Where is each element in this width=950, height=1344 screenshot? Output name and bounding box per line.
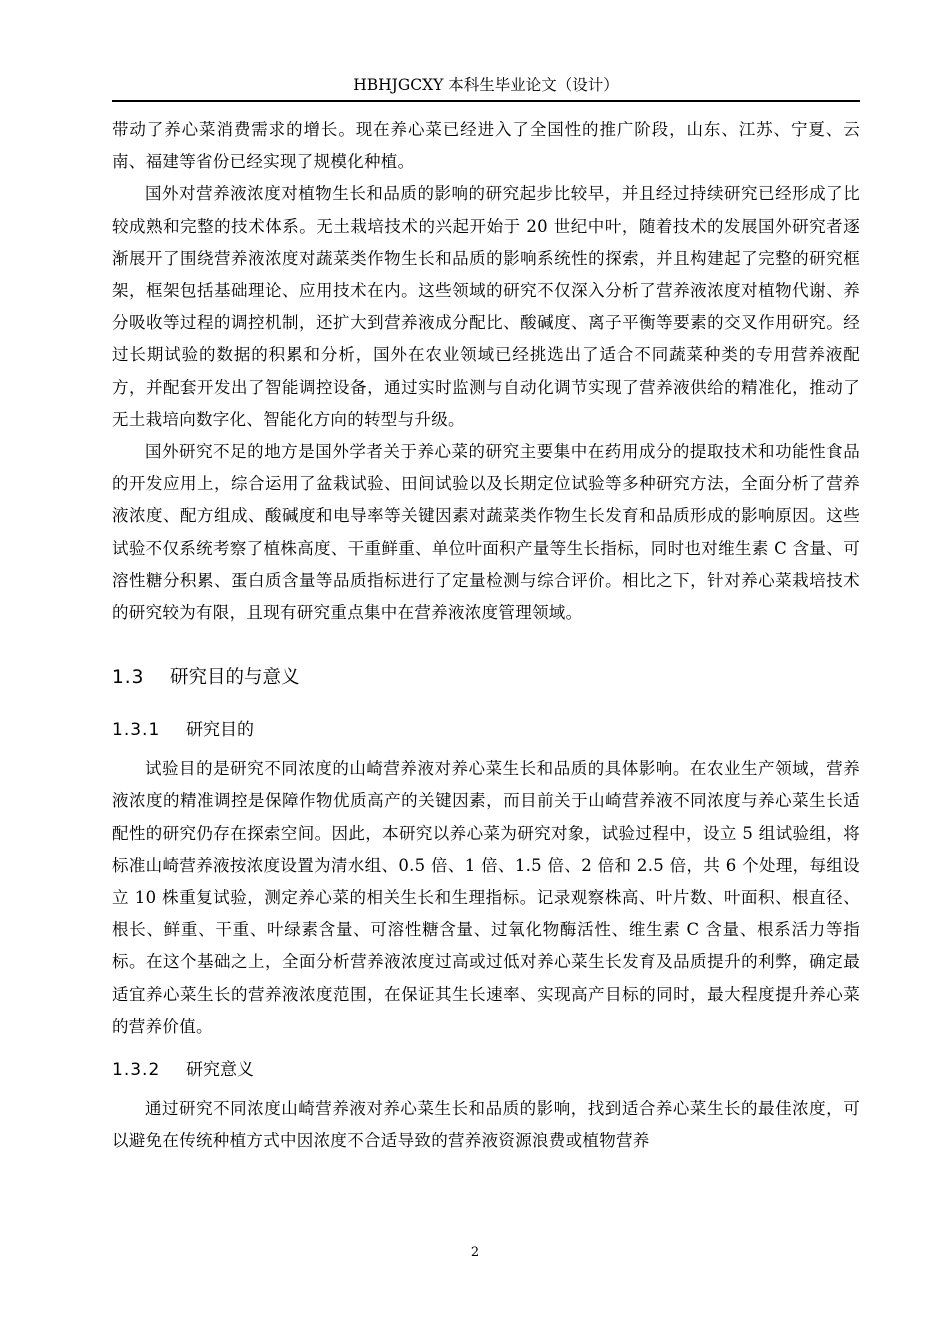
paragraph-research-purpose: 试验目的是研究不同浓度的山崎营养液对养心菜生长和品质的具体影响。在农业生产领域，营养液浓度的精准调控是保障作物优质高产的关键因素，而目前关于山崎营养液不同浓度与养心菜生长适配性的研究仍存在探索空间。因此，本研究以养心菜为研究对象，试验过程中，设立 5 组试验组，将标准山崎营养液按浓度设置为清水组、0.5 倍、1 倍、1.5 倍、2 倍和 2.5 倍，共 6 个处理，每组设立 10 株重复试验，测定养心菜的相关生长和生理指标。记录观察株高、叶片数、叶面积、根直径、根长、鲜重、干重、叶绿素含量、可溶性糖含量、过氧化物酶活性、维生素 C 含量、根系活力等指标。在这个基础之上，全面分析营养液浓度过高或过低对养心菜生长发育及品质提升的利弊，确定最适宜养心菜生长的营养液浓度范围，在保证其生长速率、实现高产目标的同时，最大程度提升养心菜的营养价值。 [112,759,860,1036]
running-header: HBHJGCXY 本科生毕业论文（设计） [353,76,619,94]
section-title: 研究目的与意义 [170,667,300,689]
page-body [112,114,860,1157]
subsection-number: 1.3.2 [112,1060,161,1081]
subsection-title: 研究目的 [186,720,254,741]
header-rule [112,100,860,102]
paragraph-foreign-research: 国外对营养液浓度对植物生长和品质的影响的研究起步比较早，并且经过持续研究已经形成了比较成熟和完整的技术体系。无土栽培技术的兴起开始于 20 世纪中叶，随着技术的发展国外研究者逐渐展开了围绕营养液浓度对蔬菜类作物生长和品质的影响系统性的探索，并且构建起了完整的研究框架，框架包括基础理论、应用技术在内。这些领域的研究不仅深入分析了营养液浓度对植物代谢、养分吸收等过程的调控机制，还扩大到营养液成分配比、酸碱度、离子平衡等要素的交叉作用研究。经过长期试验的数据的积累和分析，国外在农业领域已经挑选出了适合不同蔬菜种类的专用营养液配方，并配套开发出了智能调控设备，通过实时监测与自动化调节实现了营养液供给的精准化，推动了无土栽培向数字化、智能化方向的转型与升级。 [112,184,860,429]
paragraph-continuation: 带动了养心菜消费需求的增长。现在养心菜已经进入了全国性的推广阶段，山东、江苏、宁夏、云南、福建等省份已经实现了规模化种植。 [112,120,860,172]
paragraph-foreign-research-gaps: 国外研究不足的地方是国外学者关于养心菜的研究主要集中在药用成分的提取技术和功能性食品的开发应用上，综合运用了盆栽试验、田间试验以及长期定位试验等多种研究方法，全面分析了营养液浓度、配方组成、酸碱度和电导率等关键因素对蔬菜类作物生长发育和品质形成的影响原因。这些试验不仅系统考察了植株高度、干重鲜重、单位叶面积产量等生长指标，同时也对维生素 C 含量、可溶性糖分积累、蛋白质含量等品质指标进行了定量检测与综合评价。相比之下，针对养心菜栽培技术的研究较为有限，且现有研究重点集中在营养液浓度管理领域。 [112,442,860,623]
section-number: 1.3 [112,667,145,689]
subsection-title: 研究意义 [186,1060,254,1081]
subsection-number: 1.3.1 [112,720,161,741]
page-number: 2 [470,1245,480,1260]
section-heading-1-3-2 [112,1057,860,1083]
paragraph-research-significance: 通过研究不同浓度山崎营养液对养心菜生长和品质的影响，找到适合养心菜生长的最佳浓度，可以避免在传统种植方式中因浓度不合适导致的营养液资源浪费或植物营养 [112,1099,860,1151]
section-heading-1-3-1 [112,717,860,743]
section-heading-1-3 [112,665,860,691]
